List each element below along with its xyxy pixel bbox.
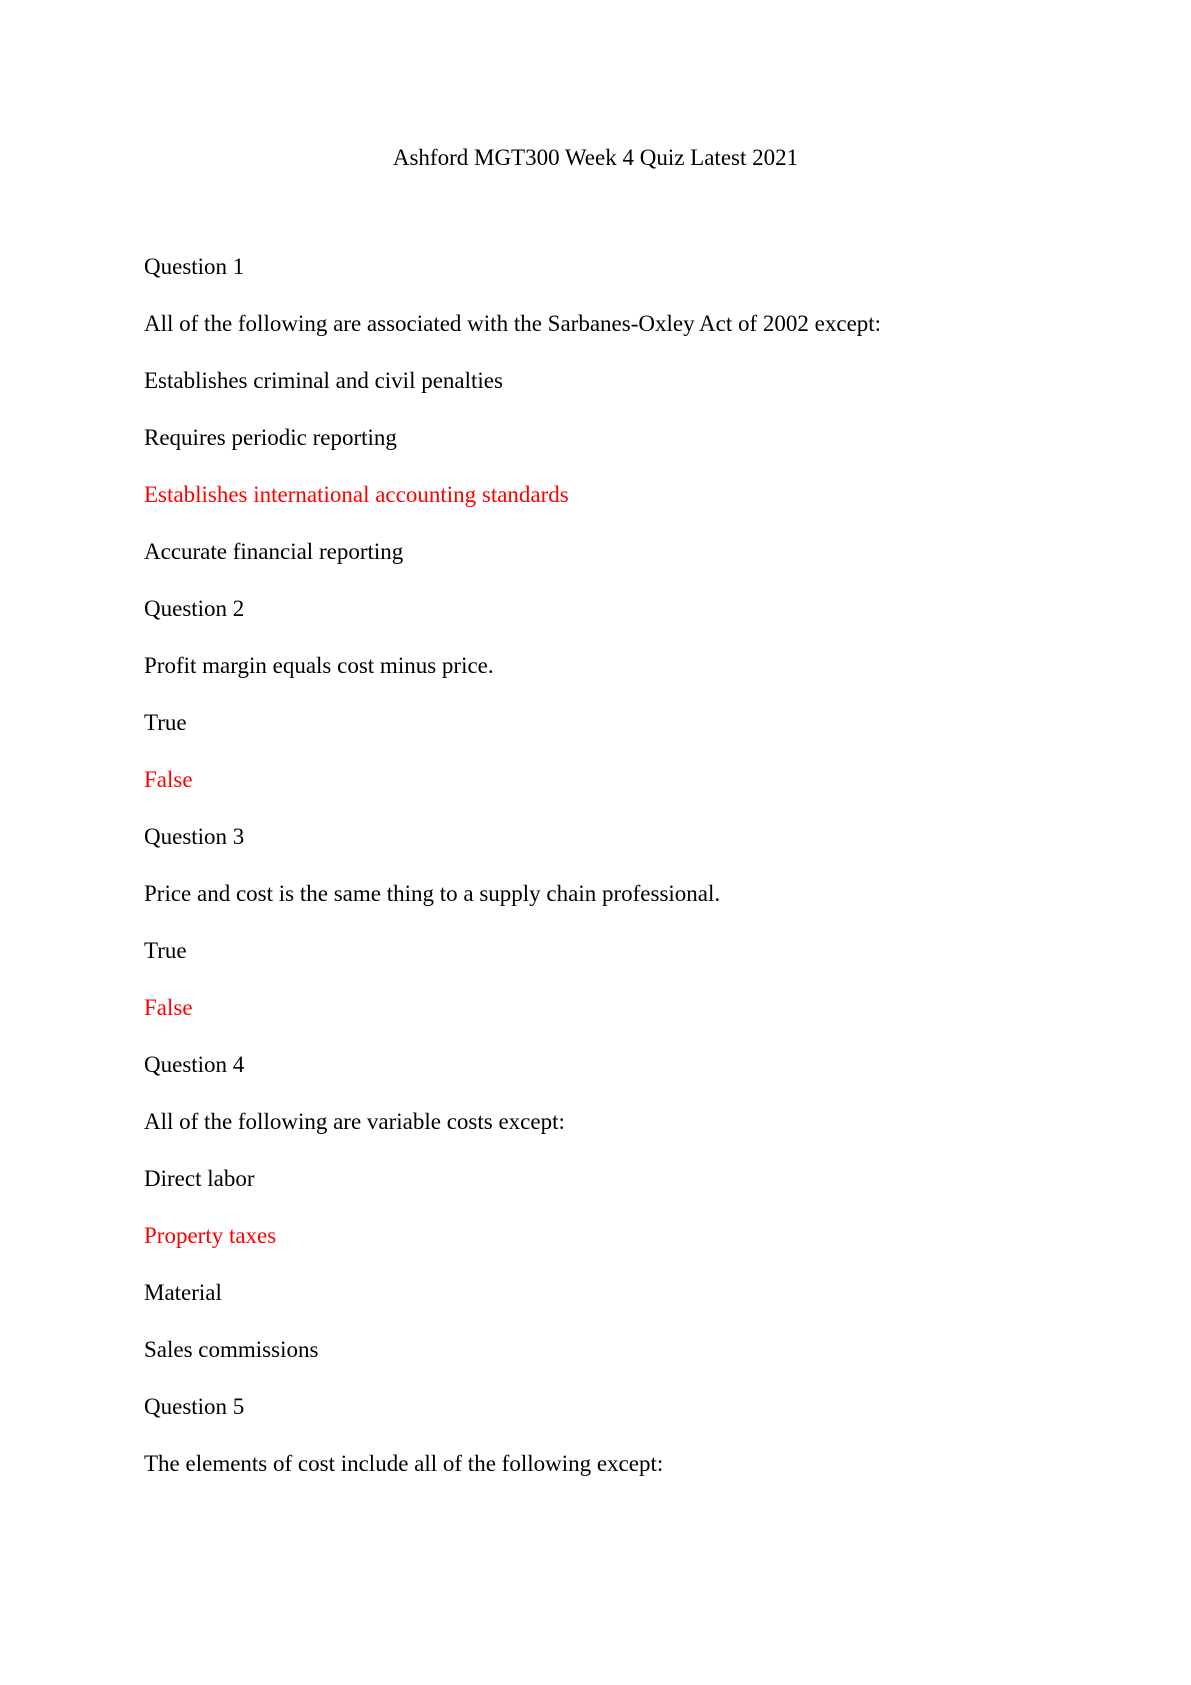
question-prompt: Profit margin equals cost minus price. xyxy=(144,653,494,678)
question-label: Question 4 xyxy=(144,1052,245,1077)
document-title: Ashford MGT300 Week 4 Quiz Latest 2021 xyxy=(392,145,799,170)
answer-option: True xyxy=(144,710,187,735)
question-block xyxy=(144,822,1104,1023)
question-label: Question 3 xyxy=(144,824,245,849)
question-label: Question 5 xyxy=(144,1394,245,1419)
quiz-content xyxy=(144,252,1104,1506)
answer-option: Accurate financial reporting xyxy=(144,539,404,564)
answer-option: Direct labor xyxy=(144,1166,255,1191)
answer-option: Material xyxy=(144,1280,222,1305)
question-block xyxy=(144,252,1104,567)
question-label: Question 2 xyxy=(144,596,245,621)
question-prompt: All of the following are associated with the Sarbanes-Oxley Act of 2002 except: xyxy=(144,311,882,336)
answer-option: True xyxy=(144,938,187,963)
answer-option-correct: Establishes international accounting standards xyxy=(144,482,569,507)
question-block xyxy=(144,1050,1104,1365)
question-prompt: The elements of cost include all of the following except: xyxy=(144,1451,664,1476)
answer-option: Sales commissions xyxy=(144,1337,319,1362)
answer-option-correct: False xyxy=(144,995,193,1020)
question-label: Question 1 xyxy=(144,254,245,279)
answer-option: Requires periodic reporting xyxy=(144,425,397,450)
answer-option-correct: Property taxes xyxy=(144,1223,277,1248)
question-block xyxy=(144,594,1104,795)
answer-option: Establishes criminal and civil penalties xyxy=(144,368,503,393)
answer-option-correct: False xyxy=(144,767,193,792)
question-prompt: All of the following are variable costs except: xyxy=(144,1109,565,1134)
question-prompt: Price and cost is the same thing to a supply chain professional. xyxy=(144,881,721,906)
question-block xyxy=(144,1392,1104,1479)
